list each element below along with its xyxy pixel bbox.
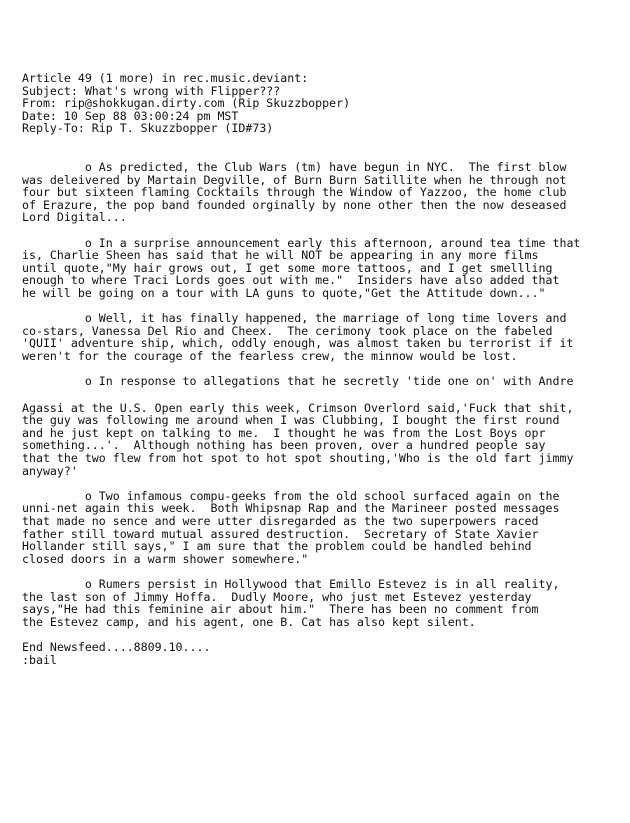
subject-line: Subject: What's wrong with Flipper??? [22, 83, 281, 98]
text-line: Lord Digital... [22, 210, 127, 225]
from-line: From: rip@shokkugan.dirty.com (Rip Skuzzbopper) [22, 96, 351, 111]
paragraph-allegations-intro [22, 375, 618, 388]
text-line: o In a surprise announcement early this afternoon, around tea time that [22, 235, 581, 250]
text-line: o Two infamous compu-geeks from the old school surfaced again on the [22, 488, 560, 503]
newsfeed-footer [22, 641, 618, 666]
end-newsfeed-line: End Newsfeed....8809.10.... [22, 639, 211, 654]
paragraph-marriage [22, 312, 618, 362]
text-line: he will be going on a tour with LA guns to quote,"Get the Attitude down..." [22, 285, 546, 300]
text-line: Agassi at the U.S. Open early this week, Crimson Overlord said,'Fuck that shit, [22, 400, 574, 415]
text-line: the Estevez camp, and his agent, one B. Cat has also kept silent. [22, 614, 476, 629]
text-line: Hollander still says," I am sure that the problem could be handled behind [22, 539, 532, 554]
paragraph-rumors [22, 578, 618, 628]
text-line: that the two flew from hot spot to hot spot shouting,'Who is the old fart jimmy [22, 451, 574, 466]
paragraph-charlie-sheen [22, 237, 618, 300]
text-line: 'QUII' adventure ship, which, oddly enough, was almost taken bu terrorist if it [22, 336, 574, 351]
text-line: co-stars, Vanessa Del Rio and Cheex. The cerimony took place on the fabeled [22, 323, 553, 338]
text-line: says,"He had this feminine air about him." There has been no comment from [22, 602, 539, 617]
text-line: and he just kept on talking to me. I thought he was from the Lost Boys opr [22, 425, 546, 440]
text-line: four but sixteen flaming Cocktails through the Window of Yazzoo, the home club [22, 185, 567, 200]
text-line: was deleivered by Martain Degville, of Burn Burn Satillite when he through not [22, 172, 567, 187]
paragraph-agassi [22, 402, 618, 478]
text-line: unni-net again this week. Both Whipsnap Rap and the Marineer posted messages [22, 501, 560, 516]
text-line: anyway?' [22, 463, 78, 478]
text-line: until quote,"My hair grows out, I get some more tattoos, and I get smellling [22, 260, 553, 275]
newsfeed-document [22, 72, 618, 666]
text-line: enough to where Traci Lords goes out with me." Insiders have also added that [22, 273, 560, 288]
text-line: o As predicted, the Club Wars (tm) have begun in NYC. The first blow [22, 159, 567, 174]
text-line: something...'. Although nothing has been proven, over a hundred people say [22, 438, 546, 453]
text-line: o In response to allegations that he secretly 'tide one on' with Andre [22, 374, 574, 389]
text-line: is, Charlie Sheen has said that he will NOT be appearing in any more films [22, 248, 539, 263]
paragraph-compu-geeks [22, 490, 618, 566]
text-line: o Rumers persist in Hollywood that Emillo Estevez is in all reality, [22, 576, 560, 591]
text-line: closed doors in a warm shower somewhere." [22, 551, 309, 566]
text-line: of Erazure, the pop band founded orginally by none other then the now deseased [22, 197, 567, 212]
article-header [22, 72, 618, 135]
article-line: Article 49 (1 more) in rec.music.deviant: [22, 71, 309, 85]
command-prompt: :bail [22, 652, 57, 667]
text-line: weren't for the courage of the fearless crew, the minnow would be lost. [22, 348, 518, 363]
text-line: the guy was following me around when I was Clubbing, I bought the first round [22, 413, 560, 428]
text-line: father still toward mutual assured destruction. Secretary of State Xavier [22, 526, 539, 541]
text-line: the last son of Jimmy Hoffa. Dudly Moore, who just met Estevez yesterday [22, 589, 532, 604]
reply-to-line: Reply-To: Rip T. Skuzzbopper (ID#73) [22, 121, 274, 136]
text-line: that made no sence and were utter disregarded as the two superpowers raced [22, 514, 539, 528]
date-line: Date: 10 Sep 88 03:00:24 pm MST [22, 108, 239, 123]
paragraph-club-wars [22, 161, 618, 224]
text-line: o Well, it has finally happened, the marriage of long time lovers and [22, 311, 567, 326]
